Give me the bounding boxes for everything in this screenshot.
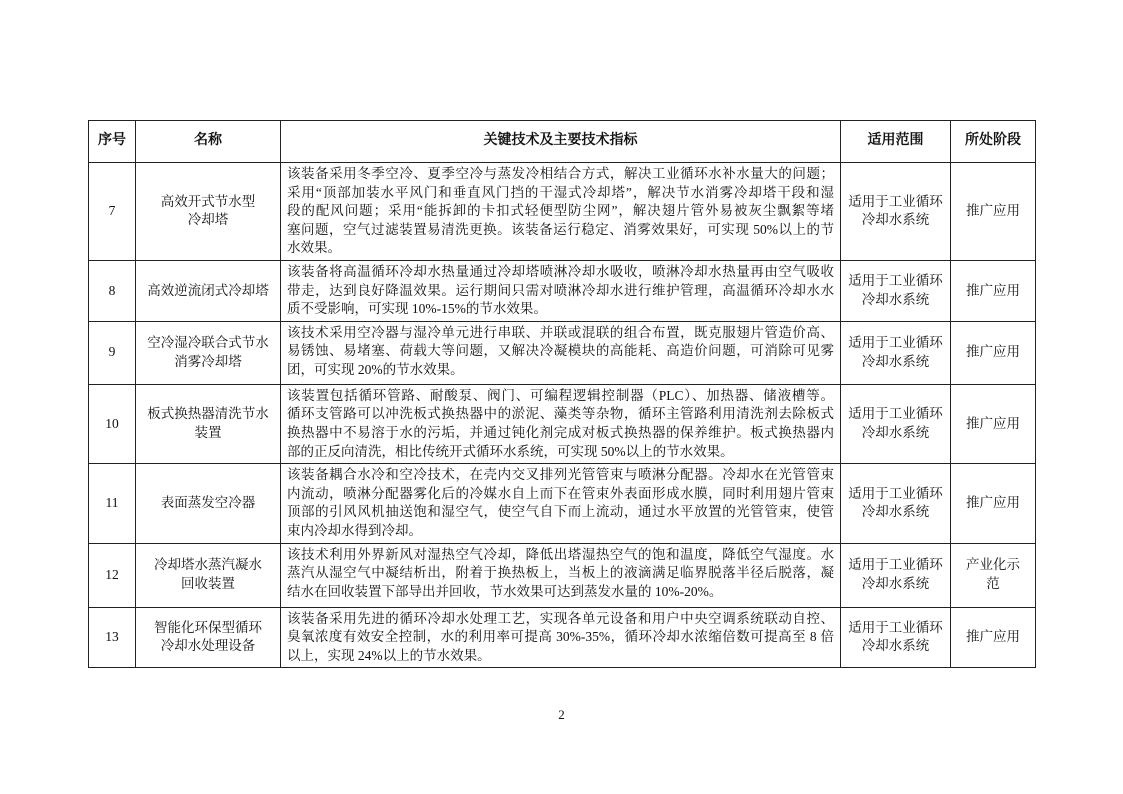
tech-description-line: 该装备将高温循环冷却水热量通过冷却塔喷淋冷却水吸收，喷淋冷却水热量再由空气吸收 (287, 263, 834, 279)
stage-line: 范 (986, 576, 1000, 591)
tech-description-line: 该装备耦合水冷和空冷技术，在壳内交叉排列光管管束与喷淋分配器。冷却水在光管管束 (287, 467, 834, 483)
tech-description-line: 采用“顶部加装水平风门和垂直风门挡的干湿式冷却塔”，解决节水消雾冷却塔干段和湿 (287, 184, 834, 200)
table-row (89, 260, 1036, 321)
tech-description-line: 臭氧浓度有效安全控制，水的利用率可提高 30%-35%，循环冷却水浓缩倍数可提高至 8 倍 (287, 629, 834, 645)
tech-description-line: 换热器中不易溶于水的污垢，并通过钝化剂完成对板式换热器的保养维护。板式换热器内 (287, 424, 834, 440)
applicable-scope (841, 543, 951, 607)
applicable-scope-line: 冷却水系统 (861, 212, 930, 228)
tech-description-line: 该装置包括循环管路、耐酸泵、阀门、可编程逻辑控制器（PLC）、加热器、储液槽等。 (287, 387, 834, 403)
tech-description-line: 该技术采用空冷器与湿冷单元进行串联、并联或混联的组合布置，既克服翅片管造价高、 (287, 324, 834, 340)
item-name-line: 装置 (194, 424, 222, 440)
tech-description-line: 内流动，喷淋分配器雾化后的冷媒水自上而下在管束外表面形成水膜，同时利用翅片管束 (287, 485, 834, 501)
tech-description (281, 543, 841, 607)
item-name (136, 607, 281, 668)
applicable-scope-line: 适用于工业循环 (848, 335, 943, 351)
tech-description-line: 带走，达到良好降温效果。运行期间只需对喷淋冷却水进行维护管理，高温循环冷却水水 (287, 282, 834, 298)
item-name-line: 冷却塔水蒸汽凝水 (154, 557, 262, 573)
header-name: 名称 (136, 121, 281, 163)
item-name (136, 543, 281, 607)
item-name-line: 空冷湿冷联合式节水 (147, 335, 269, 351)
applicable-scope-line: 适用于工业循环 (848, 557, 943, 573)
table-row (89, 543, 1036, 607)
stage (951, 464, 1036, 543)
item-name-line: 冷却水处理设备 (160, 638, 256, 654)
tech-description-line: 易锈蚀、易堵塞、荷载大等问题，又解决冷凝模块的高能耗、高造价问题，可消除可见雾 (287, 343, 834, 359)
stage-line: 推广应用 (966, 282, 1020, 298)
applicable-scope-line: 适用于工业循环 (848, 273, 943, 289)
row-number: 10 (89, 384, 136, 463)
tech-description-line: 循环支管路可以冲洗板式换热器中的淤泥、藻类等杂物，循环主管路利用清洗剂去除板式 (287, 406, 834, 422)
item-name-line: 回收装置 (181, 576, 235, 591)
tech-description (281, 260, 841, 321)
stage-line: 推广应用 (966, 344, 1020, 360)
stage (951, 321, 1036, 384)
tech-description-line: 部的正反向清洗，相比传统开式循环水系统，可实现 50%以上的节水效果。 (287, 443, 734, 459)
applicable-scope-line: 适用于工业循环 (848, 193, 943, 209)
applicable-scope-line: 适用于工业循环 (848, 406, 943, 422)
tech-description-line: 塞问题，空气过滤装置易清洗更换。该装备运行稳定、消雾效果好，可实现 50%以上的节 (287, 221, 834, 237)
item-name-line: 冷却塔 (187, 212, 229, 228)
tech-description-line: 该装备采用先进的循环冷却水处理工艺，实现各单元设备和用户中央空调系统联动自控、 (287, 610, 834, 626)
tech-description-line: 水效果。 (287, 240, 341, 256)
row-number: 12 (89, 543, 136, 607)
tech-description-line: 该技术利用外界新风对湿热空气冷却，降低出塔湿热空气的饱和温度，降低空气湿度。水 (287, 546, 834, 562)
tech-description (281, 384, 841, 463)
technology-table (88, 120, 1036, 668)
table-row (89, 607, 1036, 668)
row-number: 9 (89, 321, 136, 384)
applicable-scope-line: 适用于工业循环 (848, 619, 943, 635)
row-number: 8 (89, 260, 136, 321)
stage-line: 推广应用 (966, 629, 1020, 645)
stage-line: 推广应用 (966, 203, 1020, 219)
stage (951, 260, 1036, 321)
applicable-scope (841, 384, 951, 463)
table-row (89, 163, 1036, 261)
header-scope: 适用范围 (841, 121, 951, 163)
tech-description-line: 以上，实现 24%以上的节水效果。 (287, 647, 491, 663)
stage (951, 163, 1036, 261)
applicable-scope (841, 321, 951, 384)
applicable-scope (841, 607, 951, 668)
applicable-scope (841, 260, 951, 321)
applicable-scope-line: 冷却水系统 (861, 424, 930, 440)
tech-description-line: 质不受影响，可实现 10%-15%的节水效果。 (287, 301, 547, 317)
header-tech: 关键技术及主要技术指标 (281, 121, 841, 163)
stage (951, 543, 1036, 607)
item-name-line: 消雾冷却塔 (174, 353, 242, 369)
item-name (136, 163, 281, 261)
applicable-scope-line: 冷却水系统 (861, 576, 930, 591)
tech-description (281, 321, 841, 384)
stage (951, 607, 1036, 668)
row-number: 11 (89, 464, 136, 543)
item-name-line: 表面蒸发空冷器 (160, 495, 256, 511)
page-number: 2 (558, 707, 565, 722)
item-name (136, 321, 281, 384)
stage (951, 384, 1036, 463)
applicable-scope-line: 冷却水系统 (861, 504, 930, 520)
item-name-line: 智能化环保型循环 (154, 619, 262, 635)
applicable-scope (841, 163, 951, 261)
applicable-scope-line: 冷却水系统 (861, 291, 930, 307)
row-number: 13 (89, 607, 136, 668)
stage-line: 产业化示 (966, 557, 1020, 573)
tech-description-line: 蒸汽从湿空气中凝结析出，附着于换热板上，当板上的液滴满足临界脱落半径后脱落，凝 (287, 565, 834, 581)
item-name (136, 384, 281, 463)
tech-description (281, 607, 841, 668)
applicable-scope-line: 冷却水系统 (861, 353, 930, 369)
tech-description-line: 结水在回收装置下部导出并回收，节水效果可达到蒸发水量的 10%-20%。 (287, 583, 723, 599)
row-number: 7 (89, 163, 136, 261)
tech-description-line: 团，可实现 20%的节水效果。 (287, 361, 464, 377)
header-no: 序号 (89, 121, 136, 163)
tech-description-line: 顶部的引风风机抽送饱和湿空气，使空气自下而上流动，通过水平放置的光管管束，使管 (287, 504, 834, 520)
tech-description (281, 163, 841, 261)
tech-description (281, 464, 841, 543)
item-name-line: 高效开式节水型 (160, 193, 256, 209)
applicable-scope (841, 464, 951, 543)
applicable-scope-line: 适用于工业循环 (848, 485, 943, 501)
tech-description-line: 束内冷却水得到冷却。 (287, 522, 422, 538)
item-name-line: 板式换热器清洗节水 (147, 406, 269, 422)
applicable-scope-line: 冷却水系统 (861, 638, 930, 654)
header-stage: 所处阶段 (951, 121, 1036, 163)
table-row (89, 384, 1036, 463)
table-row (89, 321, 1036, 384)
table-row (89, 464, 1036, 543)
item-name-line: 高效逆流闭式冷却塔 (147, 282, 269, 298)
stage-line: 推广应用 (966, 495, 1020, 511)
tech-description-line: 段的配风问题；采用“能拆卸的卡扣式轻便型防尘网”，解决翅片管外易被灰尘飘絮等堵 (287, 203, 834, 219)
table-header-row (89, 121, 1036, 163)
stage-line: 推广应用 (966, 415, 1020, 431)
item-name (136, 260, 281, 321)
item-name (136, 464, 281, 543)
tech-description-line: 该装备采用冬季空冷、夏季空冷与蒸发冷相结合方式，解决工业循环水补水量大的问题； (287, 166, 834, 181)
